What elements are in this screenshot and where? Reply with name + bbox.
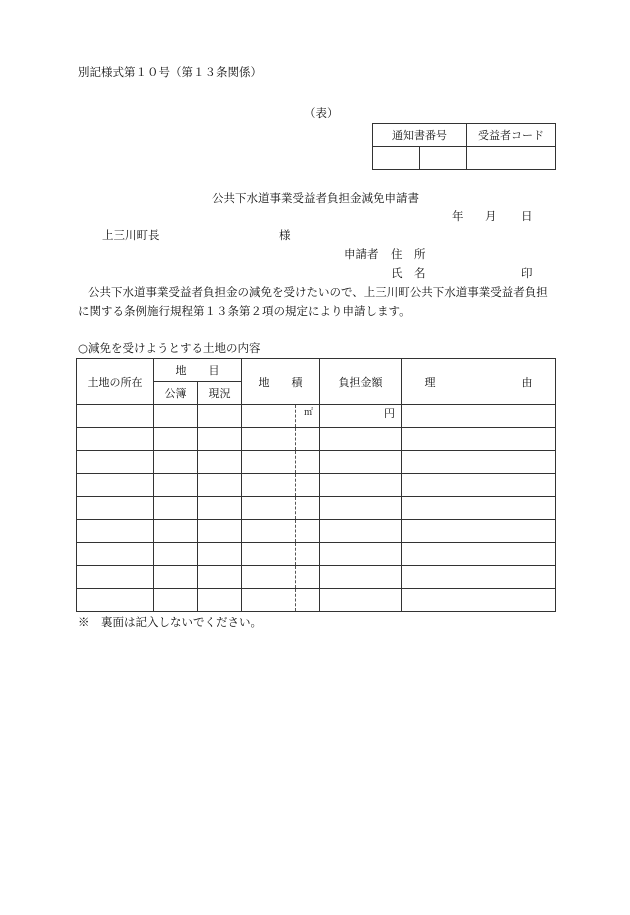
- area-decimal-cell[interactable]: [296, 428, 320, 451]
- location-cell[interactable]: [77, 589, 154, 612]
- location-cell[interactable]: [77, 405, 154, 428]
- location-cell[interactable]: [77, 566, 154, 589]
- amount-cell[interactable]: [320, 589, 402, 612]
- current-cell[interactable]: [198, 589, 242, 612]
- honorific: 様: [279, 228, 291, 242]
- side-label: （表）: [304, 106, 339, 120]
- table-row: [77, 451, 556, 474]
- table-row: [77, 405, 556, 428]
- date-day: 日: [521, 209, 533, 223]
- current-cell[interactable]: [198, 451, 242, 474]
- area-decimal-cell[interactable]: [296, 589, 320, 612]
- register-cell[interactable]: [154, 451, 198, 474]
- form-number: 別記様式第１０号（第１３条関係）: [78, 65, 262, 79]
- area-decimal-cell[interactable]: [296, 497, 320, 520]
- table-row: [77, 589, 556, 612]
- area-unit: ㎡: [304, 408, 314, 418]
- area-integer-cell[interactable]: [242, 405, 296, 428]
- date-month: 月: [485, 209, 497, 223]
- register-cell[interactable]: [154, 474, 198, 497]
- current-header: 現況: [198, 382, 242, 405]
- reason-header-right: 由: [521, 375, 533, 389]
- location-cell[interactable]: [77, 474, 154, 497]
- reason-header: [402, 359, 556, 405]
- amount-cell[interactable]: [320, 543, 402, 566]
- register-cell[interactable]: [154, 428, 198, 451]
- area-integer-cell[interactable]: [242, 543, 296, 566]
- amount-cell[interactable]: [320, 520, 402, 543]
- amount-cell[interactable]: [320, 566, 402, 589]
- location-cell[interactable]: [77, 428, 154, 451]
- amount-cell[interactable]: [320, 474, 402, 497]
- area-integer-cell[interactable]: [242, 497, 296, 520]
- address-label: 住 所: [391, 247, 426, 261]
- reason-cell[interactable]: [402, 543, 556, 566]
- area-decimal-cell[interactable]: [296, 520, 320, 543]
- table-row: [77, 428, 556, 451]
- table-row: [77, 520, 556, 543]
- notice-number-cell-a[interactable]: [373, 147, 420, 170]
- register-cell[interactable]: [154, 543, 198, 566]
- register-cell[interactable]: [154, 520, 198, 543]
- location-cell[interactable]: [77, 520, 154, 543]
- current-cell[interactable]: [198, 474, 242, 497]
- table-row: [77, 543, 556, 566]
- area-header: 地 積: [242, 359, 320, 405]
- reason-cell[interactable]: [402, 428, 556, 451]
- document-title: 公共下水道事業受益者負担金減免申請書: [212, 191, 419, 205]
- table-row: [77, 566, 556, 589]
- current-cell[interactable]: [198, 520, 242, 543]
- amount-cell[interactable]: [320, 451, 402, 474]
- area-integer-cell[interactable]: [242, 589, 296, 612]
- reason-cell[interactable]: [402, 520, 556, 543]
- register-cell[interactable]: [154, 497, 198, 520]
- notice-code-table: [372, 123, 556, 170]
- land-table: [76, 358, 556, 612]
- register-header: 公簿: [154, 382, 198, 405]
- yen-unit: 円: [384, 407, 395, 420]
- date-year: 年: [452, 209, 464, 223]
- notice-number-header: 通知書番号: [373, 124, 467, 147]
- notice-number-cell-b[interactable]: [420, 147, 467, 170]
- register-cell[interactable]: [154, 589, 198, 612]
- note: ※ 裏面は記入しないでください。: [78, 615, 262, 629]
- amount-header: 負担金額: [320, 359, 402, 405]
- amount-cell[interactable]: [320, 428, 402, 451]
- area-decimal-cell[interactable]: [296, 405, 320, 428]
- beneficiary-code-cell[interactable]: [467, 147, 556, 170]
- current-cell[interactable]: [198, 405, 242, 428]
- reason-cell[interactable]: [402, 589, 556, 612]
- current-cell[interactable]: [198, 566, 242, 589]
- amount-cell[interactable]: [320, 497, 402, 520]
- table-row: [77, 474, 556, 497]
- area-integer-cell[interactable]: [242, 428, 296, 451]
- location-header: 土地の所在: [77, 359, 154, 405]
- area-integer-cell[interactable]: [242, 451, 296, 474]
- area-integer-cell[interactable]: [242, 520, 296, 543]
- register-cell[interactable]: [154, 405, 198, 428]
- current-cell[interactable]: [198, 543, 242, 566]
- section-heading: ○減免を受けようとする土地の内容: [78, 341, 261, 355]
- register-cell[interactable]: [154, 566, 198, 589]
- reason-cell[interactable]: [402, 405, 556, 428]
- area-decimal-cell[interactable]: [296, 474, 320, 497]
- current-cell[interactable]: [198, 428, 242, 451]
- category-header: 地 目: [154, 359, 242, 382]
- area-integer-cell[interactable]: [242, 474, 296, 497]
- applicant-label: 申請者: [344, 247, 379, 261]
- body-line-2: に関する条例施行規程第１３条第２項の規定により申請します。: [78, 304, 411, 318]
- body-line-1: 公共下水道事業受益者負担金の減免を受けたいので、上三川町公共下水道事業受益者負担: [88, 285, 548, 299]
- addressee: 上三川町長: [102, 228, 160, 242]
- location-cell[interactable]: [77, 451, 154, 474]
- area-decimal-cell[interactable]: [296, 543, 320, 566]
- amount-cell[interactable]: [320, 405, 402, 428]
- seal-label: 印: [521, 266, 533, 280]
- reason-cell[interactable]: [402, 451, 556, 474]
- reason-cell[interactable]: [402, 497, 556, 520]
- beneficiary-code-header: 受益者コード: [467, 124, 556, 147]
- area-decimal-cell[interactable]: [296, 451, 320, 474]
- area-decimal-cell[interactable]: [296, 566, 320, 589]
- current-cell[interactable]: [198, 497, 242, 520]
- location-cell[interactable]: [77, 543, 154, 566]
- location-cell[interactable]: [77, 497, 154, 520]
- reason-cell[interactable]: [402, 474, 556, 497]
- table-row: [77, 497, 556, 520]
- area-integer-cell[interactable]: [242, 566, 296, 589]
- name-label: 氏 名: [391, 266, 426, 280]
- reason-cell[interactable]: [402, 566, 556, 589]
- reason-header-left: 理: [424, 375, 436, 389]
